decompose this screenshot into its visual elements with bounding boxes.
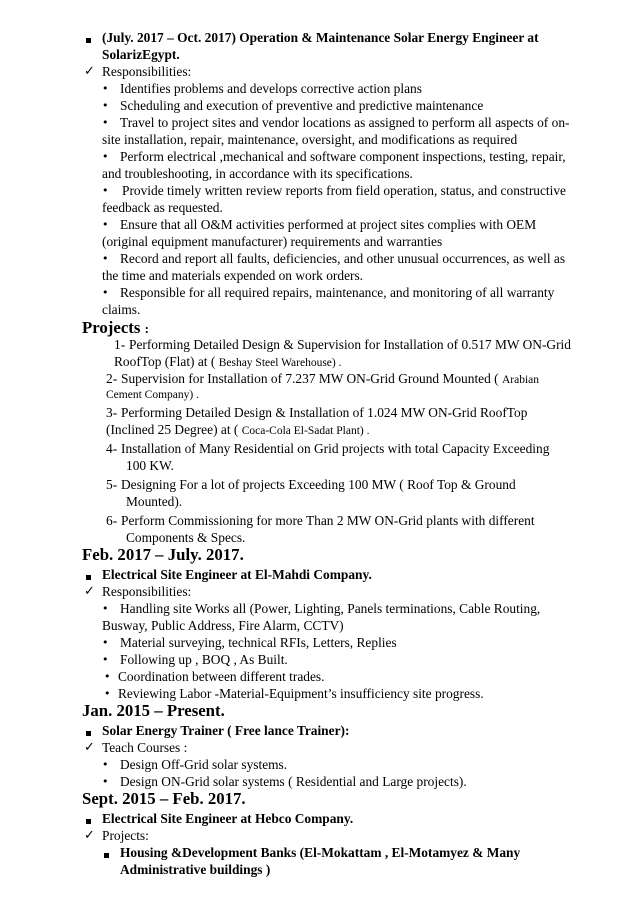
project-3-number: 3- <box>106 405 118 420</box>
project-4-number: 4- <box>106 441 118 456</box>
job1-bullet-8-line1: Responsible for all required repairs, maintenance, and monitoring of all warranty <box>120 285 555 300</box>
job1-bullet-4-line1: Perform electrical ,mechanical and software component inspections, testing, repair, <box>120 149 566 164</box>
project-3-line1: Performing Detailed Design & Installation of 1.024 MW ON-Grid RoofTop <box>121 405 528 420</box>
project-2-number: 2- <box>106 371 118 386</box>
bullet-icon: • <box>102 758 109 771</box>
checkmark-icon: ✓ <box>84 584 95 599</box>
job1-bullet-4-line2: and troubleshooting, in accordance with its specifications. <box>102 166 413 181</box>
job1-bullet-3-line1: Travel to project sites and vendor locations as assigned to perform all aspects of on- <box>120 115 570 130</box>
square-bullet-icon <box>86 819 91 824</box>
job3-course-1: Design Off-Grid solar systems. <box>120 757 288 772</box>
project-4-line1: Installation of Many Residential on Grid projects with total Capacity Exceeding <box>121 441 550 456</box>
project-2-line1-main: Supervision for Installation of 7.237 MW ON-Grid Ground Mounted ( <box>121 371 499 386</box>
square-bullet-icon <box>86 38 91 43</box>
job3-course-2: Design ON-Grid solar systems ( Residential and Large projects). <box>120 774 467 789</box>
job1-title-line2: SolarizEgypt. <box>102 47 180 62</box>
project-3-client: Coca-Cola El-Sadat Plant) . <box>241 425 370 437</box>
job2-bullet-1-line2: Busway, Public Address, Fire Alarm, CCTV) <box>102 618 344 633</box>
job3-title: Solar Energy Trainer ( Free lance Trainer): <box>102 723 350 738</box>
job1-title-line1: (July. 2017 – Oct. 2017) Operation & Maintenance Solar Energy Engineer at <box>102 30 539 45</box>
job1-bullet-7-line2: the time and materials expended on work orders. <box>102 268 364 283</box>
job1-bullet-6-line2: (original equipment manufacturer) requirements and warranties <box>102 234 443 249</box>
job2-bullet-5: Reviewing Labor -Material-Equipment’s insufficiency site progress. <box>118 686 484 701</box>
project-1-line2-main: RoofTop (Flat) at ( <box>114 354 216 369</box>
square-bullet-icon <box>104 853 109 858</box>
project-1-line1: Performing Detailed Design & Supervision for Installation of 0.517 MW ON-Grid <box>129 337 571 352</box>
job2-bullet-3: Following up , BOQ , As Built. <box>120 652 288 667</box>
bullet-icon: • <box>102 653 109 666</box>
project-3-line2 <box>106 421 369 440</box>
projects-heading-colon: : <box>144 321 149 336</box>
project-4-line2: 100 KW. <box>126 458 174 473</box>
job4-project-1-line2: Administrative buildings ) <box>120 862 271 877</box>
job4-projects-label: Projects: <box>102 828 149 843</box>
bullet-icon: • <box>102 636 109 649</box>
square-bullet-icon <box>86 575 91 580</box>
bullet-icon: • <box>102 184 109 197</box>
job2-bullet-2: Material surveying, technical RFIs, Letters, Replies <box>120 635 397 650</box>
bullet-icon: • <box>102 252 109 265</box>
project-6-line1: Perform Commissioning for more Than 2 MW ON-Grid plants with different <box>121 513 535 528</box>
bullet-icon: • <box>102 116 109 129</box>
job4-period-heading: Sept. 2015 – Feb. 2017. <box>82 789 246 808</box>
bullet-icon: • <box>102 82 109 95</box>
project-3-line2-main: (Inclined 25 Degree) at ( <box>106 422 239 437</box>
project-2-client-part1: Arabian <box>501 374 540 386</box>
job2-bullet-1-line1: Handling site Works all (Power, Lighting, Panels terminations, Cable Routing, <box>120 601 541 616</box>
job4-project-1-line1: Housing &Development Banks (El-Mokattam , El-Motamyez & Many <box>120 845 521 860</box>
project-1-client: Beshay Steel Warehouse) . <box>218 357 342 369</box>
job3-period-heading: Jan. 2015 – Present. <box>82 701 225 720</box>
project-6-number: 6- <box>106 513 118 528</box>
job2-period-heading: Feb. 2017 – July. 2017. <box>82 545 244 564</box>
job1-bullet-6-line1: Ensure that all O&M activities performed at project sites complies with OEM <box>120 217 537 232</box>
job2-bullet-4: Coordination between different trades. <box>118 669 325 684</box>
bullet-icon: • <box>102 602 109 615</box>
job1-responsibilities-label: Responsibilities: <box>102 64 192 79</box>
project-5-line1: Designing For a lot of projects Exceeding 100 MW ( Roof Top & Ground <box>121 477 516 492</box>
project-6-line2: Components & Specs. <box>126 530 246 545</box>
job2-title: Electrical Site Engineer at El-Mahdi Company. <box>102 567 372 582</box>
checkmark-icon: ✓ <box>84 64 95 79</box>
job2-responsibilities-label: Responsibilities: <box>102 584 192 599</box>
project-5-number: 5- <box>106 477 118 492</box>
bullet-icon: • <box>104 670 111 683</box>
project-5-line2: Mounted). <box>126 494 183 509</box>
job1-bullet-3-line2: site installation, repair, maintenance, oversight, and modifications as required <box>102 132 518 147</box>
job1-bullet-5-line1: Provide timely written review reports from field operation, status, and constructive <box>122 183 567 198</box>
job1-bullet-8-line2: claims. <box>102 302 141 317</box>
project-1-number: 1- <box>114 337 126 352</box>
bullet-icon: • <box>102 286 109 299</box>
job3-courses-label: Teach Courses : <box>102 740 188 755</box>
job1-bullet-5-line2: feedback as requested. <box>102 200 223 215</box>
job1-bullet-7-line1: Record and report all faults, deficiencies, and other unusual occurrences, as well as <box>120 251 566 266</box>
bullet-icon: • <box>102 150 109 163</box>
projects-heading-text: Projects <box>82 318 141 337</box>
bullet-icon: • <box>104 687 111 700</box>
job1-bullet-1: Identifies problems and develops corrective action plans <box>120 81 422 96</box>
square-bullet-icon <box>86 731 91 736</box>
project-2-client-part2: Cement Company) . <box>106 389 199 401</box>
job1-bullet-2: Scheduling and execution of preventive and predictive maintenance <box>120 98 484 113</box>
bullet-icon: • <box>102 775 109 788</box>
checkmark-icon: ✓ <box>84 828 95 843</box>
bullet-icon: • <box>102 99 109 112</box>
bullet-icon: • <box>102 218 109 231</box>
checkmark-icon: ✓ <box>84 740 95 755</box>
job4-title: Electrical Site Engineer at Hebco Company. <box>102 811 354 826</box>
